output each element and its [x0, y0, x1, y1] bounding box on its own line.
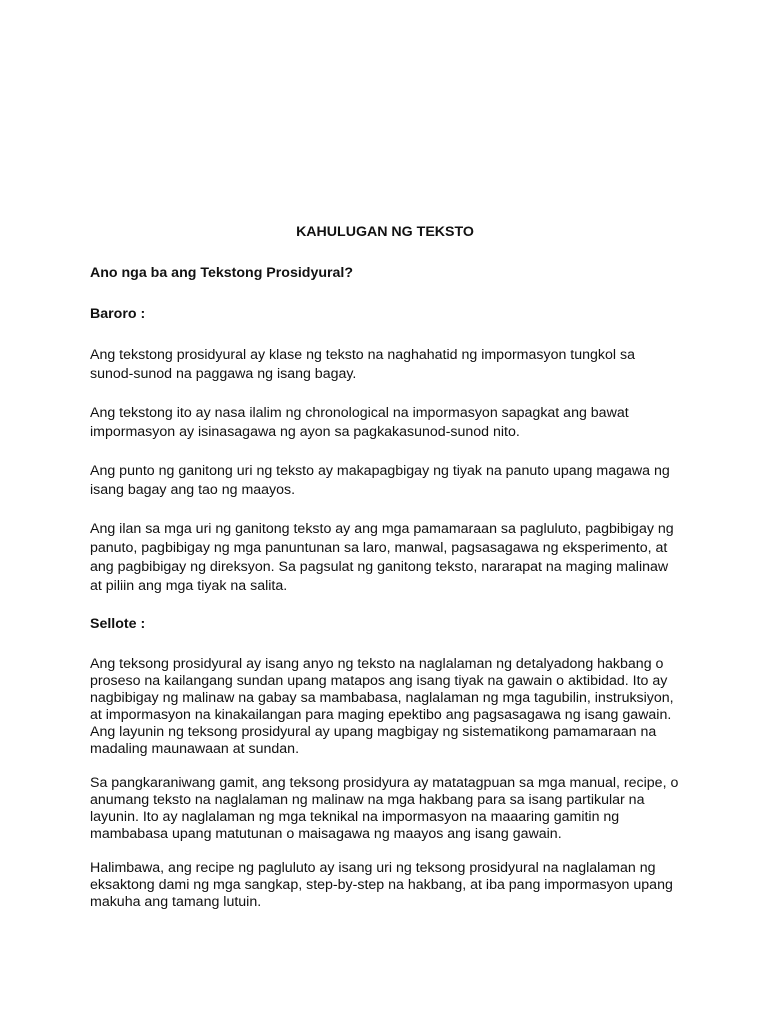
- paragraph: Ang teksong prosidyural ay isang anyo ng teksto na naglalaman ng detalyadong hakbang o proseso na kailangang sundan upang matapos ang isang tiyak na gawain o aktibidad. Ito ay nagbibigay ng malinaw na gabay sa mambabasa, naglalaman ng mga tagubilin, instruksiyon, at impormasyon na kinakailangan para maging epektibo ang pagsasagawa ng isang gawain. Ang layunin ng teksong prosidyural ay upang magbigay ng sistematikong pamamaraan na madaling maunawaan at sundan.: [90, 656, 674, 757]
- document-question: Ano nga ba ang Tekstong Prosidyural?: [90, 265, 354, 281]
- document-title: KAHULUGAN NG TEKSTO: [296, 224, 474, 240]
- section-label-baroro: Baroro :: [90, 306, 146, 322]
- paragraph: Sa pangkaraniwang gamit, ang teksong prosidyura ay matatagpuan sa mga manual, recipe, o anumang teksto na naglalaman ng malinaw na mga hakbang para sa isang partikular na layunin. Ito ay naglalaman ng mga teknikal na impormasyon na maaaring gamitin ng mambabasa upang matutunan o maisagawa ng maayos ang isang gawain.: [90, 775, 679, 842]
- section-baroro: [90, 306, 680, 596]
- section-label-sellote: Sellote :: [90, 616, 146, 632]
- paragraph: Ang tekstong ito ay nasa ilalim ng chronological na impormasyon sapagkat ang bawat impormasyon ay isinasagawa ng ayon sa pagkakasunod-sunod nito.: [90, 405, 629, 440]
- document-body: [90, 224, 680, 928]
- paragraph: Ang ilan sa mga uri ng ganitong teksto ay ang mga pamamaraan sa pagluluto, pagbibigay ng panuto, pagbibigay ng mga panuntunan sa laro, manwal, pagsasagawa ng eksperimento, at ang pagbibigay ng direksyon. Sa pagsulat ng ganitong teksto, nararapat na maging malinaw at piliin ang mga tiyak na salita.: [90, 521, 674, 594]
- section-sellote: [90, 616, 680, 911]
- paragraph: Halimbawa, ang recipe ng pagluluto ay isang uri ng teksong prosidyural na naglalaman ng eksaktong dami ng mga sangkap, step-by-step na hakbang, at iba pang impormasyon upang makuha ang tamang lutuin.: [90, 860, 673, 910]
- paragraph: Ang tekstong prosidyural ay klase ng teksto na naghahatid ng impormasyon tungkol sa sunod-sunod na paggawa ng isang bagay.: [90, 347, 635, 382]
- paragraph: Ang punto ng ganitong uri ng teksto ay makapagbigay ng tiyak na panuto upang magawa ng isang bagay ang tao ng maayos.: [90, 463, 670, 498]
